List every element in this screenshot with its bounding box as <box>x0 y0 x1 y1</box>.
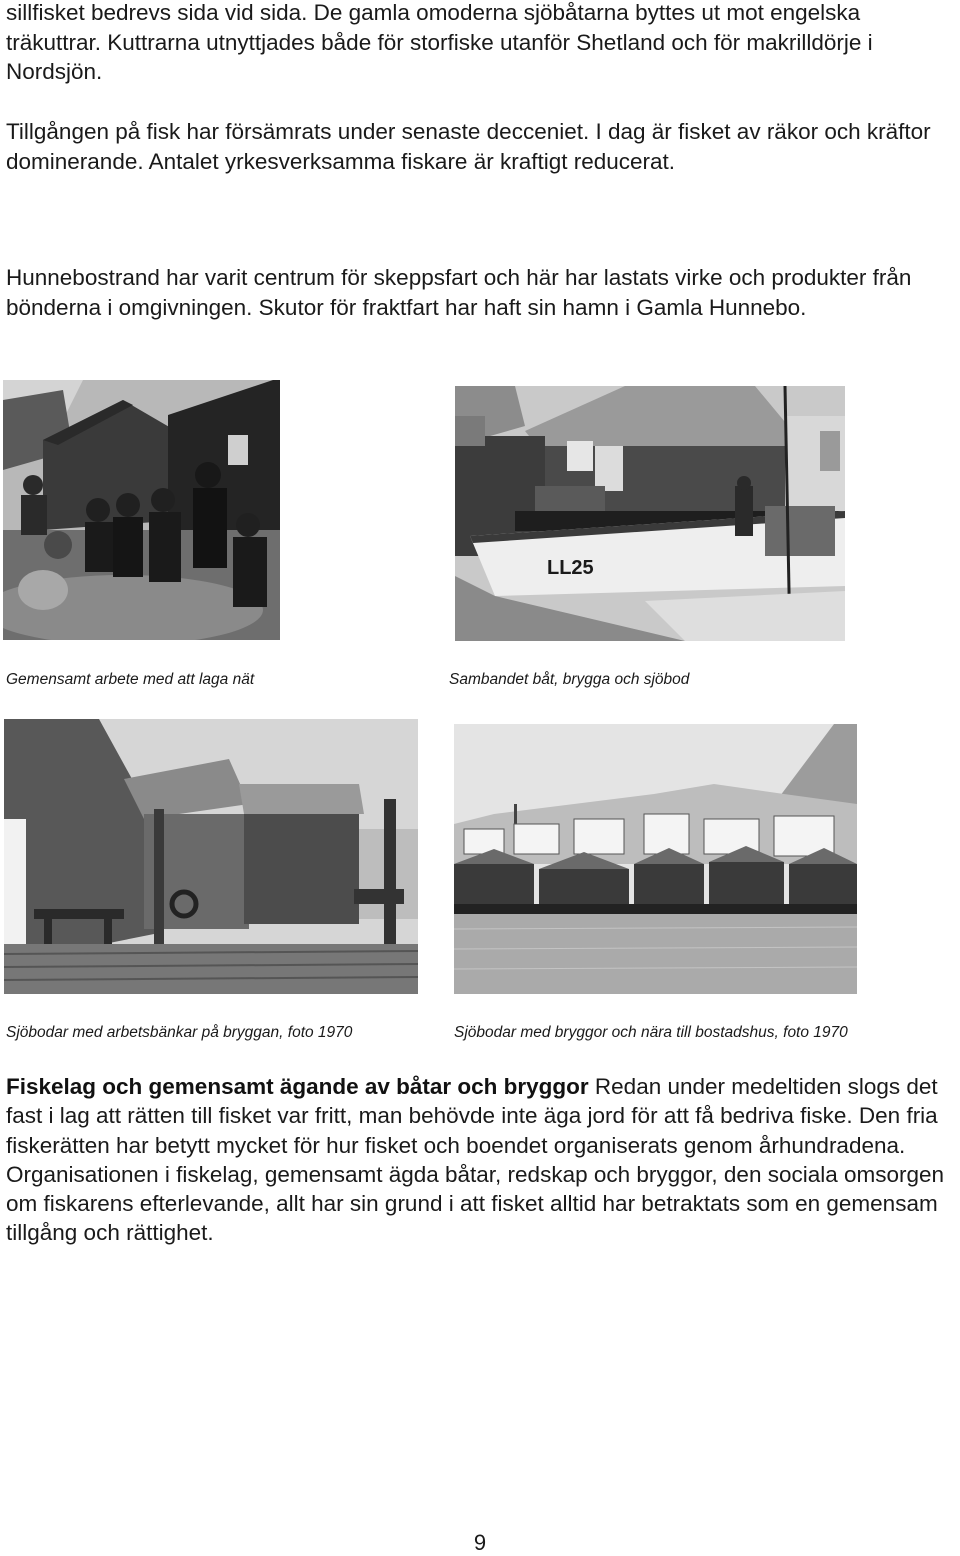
photo-boathouses-workbenches <box>4 719 418 994</box>
photo-boat-pier-boathouse <box>455 386 845 641</box>
caption-harbour-houses: Sjöbodar med bryggor och nära till bostadshus, foto 1970 <box>454 1024 848 1041</box>
page-number: 9 <box>473 1530 487 1555</box>
caption-boat-pier-boathouse: Sambandet båt, brygga och sjöbod <box>449 671 690 688</box>
caption-net-mending: Gemensamt arbete med att laga nät <box>6 671 255 688</box>
paragraph-fishing-history: sillfisket bedrevs sida vid sida. De gamla omoderna sjöbåtarna byttes ut mot engelska träkuttrar. Kuttrarna utnyttjades både för storfiske utanför Shetland och för makrilldörje i Nordsjön. <box>6 0 873 84</box>
paragraph-fishing-guilds-body: Redan under medeltiden slogs det fast i lag att rätten till fisket var fritt, man behövde inte äga jord för att få bedriva fiske. Den fria fiskerätten har betytt mycket för hur fisket och boendet organiserats genom århundradena. Organisationen i fiskelag, gemensamt ägda båtar, redskap och bryggor, den sociala omsorgen om fiskarens efterlevande, allt har sin grund i att fisket alltid har betraktats som en gemensam tillgång och rättighet. <box>6 1074 945 1246</box>
paragraph-fish-supply: Tillgången på fisk har försämrats under senaste decceniet. I dag är fisket av räkor och kräftor dominerande. Antalet yrkesverksamma fiskare är kraftigt reducerat. <box>6 119 931 174</box>
paragraph-hunnebostrand-shipping: Hunnebostrand har varit centrum för skeppsfart och här har lastats virke och produkter från bönderna i omgivningen. Skutor för fraktfart har haft sin hamn i Gamla Hunnebo. <box>6 265 912 320</box>
boat-registration-text: LL25 <box>547 557 594 579</box>
section-heading-fishing-guilds: Fiskelag och gemensamt ägande av båtar och bryggor <box>6 1074 589 1099</box>
caption-boathouses-workbenches: Sjöbodar med arbetsbänkar på bryggan, foto 1970 <box>6 1024 353 1041</box>
photo-harbour-houses <box>454 724 857 994</box>
paragraph-fishing-guilds <box>6 1072 958 1248</box>
photo-net-mending <box>3 380 280 640</box>
